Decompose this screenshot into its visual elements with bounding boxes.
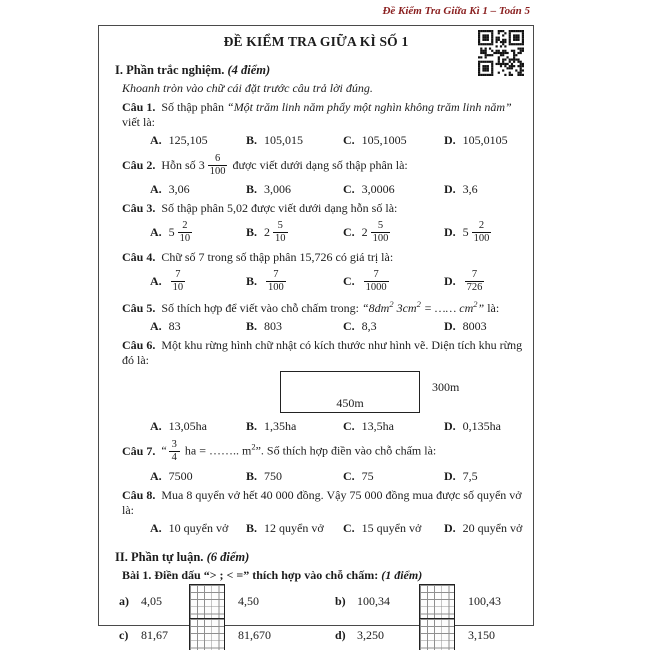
question-text: Câu 3. Số thập phân 5,02 được viết dưới dạng hỗn số là: — [122, 201, 398, 216]
option-value: 3,06 — [168, 182, 190, 197]
option-letter: A. — [150, 225, 162, 240]
option-value: 13,05ha — [168, 419, 207, 434]
option-B — [246, 182, 343, 197]
option-value: 750 — [264, 468, 283, 483]
question-label: Câu 2. — [122, 158, 156, 173]
answer-grid-box — [189, 584, 225, 620]
option-letter: B. — [246, 182, 258, 197]
question-6 — [115, 338, 523, 434]
answer-grid-box — [419, 618, 455, 650]
option-letter: D. — [444, 273, 456, 288]
option-value — [463, 269, 487, 294]
question-text: Câu 2. Hỗn số 3 $\frac{6}{100}$ được viết dưới dạng số thập phân là: — [122, 152, 523, 179]
question-text: Câu 6. Một khu rừng hình chữ nhật có kích thước như hình vẽ. Diện tích khu rừng đó là: — [122, 338, 523, 368]
fraction: $\frac{7}{100}$ — [268, 269, 284, 294]
option-value: 125,105 — [168, 133, 208, 147]
option-D — [444, 419, 523, 434]
question-text: Câu 1. Số thập phân “Một trăm linh năm phẩy một nghìn không trăm linh năm” viết là: — [122, 100, 512, 129]
question-5 — [115, 299, 523, 334]
option-A — [150, 219, 246, 246]
document-page — [98, 25, 534, 642]
option-C — [343, 182, 444, 197]
question-3 — [115, 201, 523, 246]
option-C — [343, 419, 444, 434]
option-value: 105,1005 — [361, 133, 407, 147]
comparison-right-value: 4,50 — [238, 594, 259, 608]
option-letter: C. — [343, 319, 355, 334]
figure-width-label: 450m — [336, 396, 364, 411]
option-letter: A. — [150, 520, 162, 535]
option-value: 8,3 — [361, 319, 377, 334]
options-row — [150, 469, 523, 484]
exercise1-heading — [122, 568, 523, 583]
option-value: 8003 — [462, 319, 487, 334]
question-text: Câu 5. Số thích hợp để viết vào chỗ chấm trong: “$8dm^2$ $3cm^2$ = …… $cm^2$” là: — [122, 299, 500, 316]
exercise1-points: (1 điểm) — [381, 567, 423, 582]
fraction: $\frac{2}{100}$ — [473, 220, 490, 245]
page-title: ĐỀ KIỂM TRA GIỮA KÌ SỐ 1 — [223, 34, 409, 49]
option-value: 83 — [168, 319, 181, 334]
option-letter: D. — [444, 319, 456, 334]
option-value — [462, 220, 494, 245]
option-letter: C. — [343, 468, 355, 483]
option-C — [343, 319, 444, 334]
option-value — [168, 220, 195, 245]
option-letter: B. — [246, 273, 258, 288]
option-letter: C. — [343, 273, 355, 288]
fraction: $\frac{5}{100}$ — [372, 220, 389, 245]
option-B — [246, 319, 343, 334]
options-row — [150, 219, 523, 246]
option-C — [343, 133, 444, 148]
fraction: $\frac{3}{4}$ — [169, 439, 180, 464]
option-D — [444, 268, 523, 295]
option-value: 3,6 — [462, 182, 478, 197]
option-value: 20 quyển vở — [462, 520, 523, 535]
option-value: 1,35ha — [264, 419, 297, 434]
section2-points: (6 điểm) — [206, 549, 250, 564]
option-C — [343, 219, 444, 246]
figure-height-label: 300m — [432, 380, 460, 395]
option-value: 15 quyển vở — [361, 520, 422, 535]
option-A — [150, 268, 246, 295]
option-D — [444, 182, 523, 197]
question-label: Câu 7. — [122, 443, 156, 458]
option-letter: C. — [343, 133, 355, 147]
fraction: $\frac{6}{100}$ — [209, 153, 226, 178]
option-B — [246, 521, 343, 536]
section1-heading-text: I. Phần trắc nghiệm. — [115, 63, 225, 77]
option-value: 105,0105 — [462, 133, 508, 147]
comparison-key: a) — [119, 594, 129, 608]
options-row — [150, 133, 523, 148]
comparison-key: c) — [119, 628, 129, 642]
option-value: 3,0006 — [361, 182, 395, 197]
corner-header: Đề Kiểm Tra Giữa Kì 1 – Toán 5 — [382, 5, 530, 17]
option-C — [343, 469, 444, 484]
question-2 — [115, 152, 523, 197]
option-letter: C. — [343, 182, 355, 197]
option-letter: D. — [444, 225, 456, 240]
options-row — [150, 419, 523, 434]
option-letter: D. — [444, 419, 456, 434]
option-B — [246, 133, 343, 148]
option-A — [150, 469, 246, 484]
option-value: 12 quyển vở — [264, 520, 324, 535]
options-row — [150, 319, 523, 334]
option-value: 75 — [361, 468, 374, 483]
answer-grid-box — [189, 618, 225, 650]
section2-heading-text: II. Phần tự luận. — [115, 549, 204, 564]
option-letter: C. — [343, 225, 355, 240]
option-letter: A. — [150, 419, 162, 434]
option-A — [150, 319, 246, 334]
option-A — [150, 419, 246, 434]
option-value — [169, 269, 188, 294]
comparison-key: d) — [335, 628, 346, 642]
comparison-left-value: 100,34 — [357, 594, 390, 608]
option-D — [444, 469, 523, 484]
option-letter: D. — [444, 182, 456, 197]
option-value — [264, 220, 290, 245]
option-B — [246, 469, 343, 484]
option-value — [264, 269, 288, 294]
option-letter: B. — [246, 468, 258, 483]
option-C — [343, 521, 444, 536]
option-letter: A. — [150, 319, 162, 334]
section2 — [115, 550, 523, 650]
section1-points: (4 điểm) — [227, 63, 271, 77]
answer-grid-box — [419, 584, 455, 620]
option-D — [444, 521, 523, 536]
question-7 — [115, 438, 523, 483]
question-text: Câu 7. “ $\frac{3}{4}$ ha = …….. $m^2$”. Số thích hợp điền vào chỗ chấm là: — [122, 439, 437, 464]
comparison-item-a — [119, 585, 335, 619]
comparison-item-c — [119, 619, 335, 650]
qr-code-icon — [478, 30, 524, 76]
option-D — [444, 319, 523, 334]
option-D — [444, 133, 523, 148]
option-letter: B. — [246, 419, 258, 434]
option-value: 13,5ha — [361, 419, 394, 434]
comparison-item-d — [335, 619, 523, 650]
question-1 — [115, 100, 523, 148]
comparison-item-b — [335, 585, 523, 619]
comparison-left-value: 4,05 — [141, 594, 162, 608]
question-text: Câu 8. Mua 8 quyển vở hết 40 000 đồng. Vậy 75 000 đồng mua được số quyển vở là: — [122, 487, 522, 517]
option-letter: A. — [150, 133, 162, 147]
option-letter: A. — [150, 182, 162, 197]
option-letter: B. — [246, 225, 258, 240]
options-row — [150, 521, 523, 536]
option-value: 105,015 — [264, 133, 304, 147]
option-letter: B. — [246, 520, 258, 535]
option-letter: D. — [444, 520, 456, 535]
comparison-right-value: 100,43 — [468, 594, 501, 608]
document-content — [99, 63, 533, 650]
option-letter: B. — [246, 133, 258, 147]
question-label: Câu 8. — [122, 487, 156, 502]
option-value — [362, 269, 391, 294]
options-row — [150, 268, 523, 295]
fraction: $\frac{7}{1000}$ — [365, 269, 387, 294]
option-value: 7,5 — [462, 468, 478, 483]
option-value: 803 — [264, 319, 283, 334]
fraction: $\frac{7}{10}$ — [172, 269, 184, 294]
fraction: $\frac{5}{10}$ — [275, 220, 286, 245]
mixed-number: 3 $\frac{6}{100}$ — [198, 153, 226, 178]
comparison-right-value: 81,670 — [238, 628, 271, 642]
question-label: Câu 6. — [122, 338, 156, 353]
option-value: 7500 — [168, 468, 193, 483]
fraction: $\frac{2}{10}$ — [179, 220, 191, 245]
question-label: Câu 3. — [122, 201, 156, 216]
option-letter: A. — [150, 468, 162, 483]
comparison-left-value: 3,250 — [357, 628, 384, 642]
rectangle-shape — [280, 371, 420, 413]
comparison-grid — [119, 585, 523, 650]
option-A — [150, 182, 246, 197]
option-value — [361, 220, 393, 245]
questions — [115, 100, 523, 536]
option-value: 3,006 — [264, 182, 292, 197]
option-B — [246, 419, 343, 434]
option-B — [246, 268, 343, 295]
question-label: Câu 1. — [122, 100, 156, 114]
option-A — [150, 521, 246, 536]
section2-heading — [115, 550, 523, 565]
question-label: Câu 4. — [122, 250, 156, 265]
mixed-number: 5 $\frac{2}{10}$ — [168, 220, 191, 245]
comparison-left-value: 81,67 — [141, 628, 168, 642]
question-text: Câu 4. Chữ số 7 trong số thập phân 15,726 có giá trị là: — [122, 250, 394, 265]
option-letter: A. — [150, 273, 162, 288]
option-value: 10 quyển vở — [168, 520, 229, 535]
option-letter: C. — [343, 419, 355, 434]
options-row — [150, 182, 523, 197]
section1-instruction: Khoanh tròn vào chữ cái đặt trước câu trả lời đúng. — [122, 81, 373, 95]
option-B — [246, 219, 343, 246]
section1-heading — [115, 63, 523, 78]
option-letter: C. — [343, 520, 355, 535]
question-8 — [115, 488, 523, 536]
fraction: $\frac{7}{726}$ — [466, 269, 483, 294]
option-D — [444, 219, 523, 246]
comparison-key: b) — [335, 594, 346, 608]
comparison-right-value: 3,150 — [468, 628, 495, 642]
option-A — [150, 133, 246, 148]
mixed-number: 2 $\frac{5}{10}$ — [264, 220, 286, 245]
mixed-number: 2 $\frac{5}{100}$ — [361, 220, 389, 245]
option-letter: D. — [444, 468, 456, 483]
exercise1-text: Điền dấu “> ; < =” thích hợp vào chỗ chấm: — [151, 567, 382, 582]
question-4 — [115, 250, 523, 295]
rectangle-figure — [280, 370, 500, 416]
exercise1-label: Bài 1. — [122, 567, 152, 582]
option-C — [343, 268, 444, 295]
question-label: Câu 5. — [122, 301, 156, 316]
option-value: 0,135ha — [462, 419, 501, 434]
option-letter: B. — [246, 319, 258, 334]
option-letter: D. — [444, 133, 456, 147]
mixed-number: 5 $\frac{2}{100}$ — [462, 220, 490, 245]
